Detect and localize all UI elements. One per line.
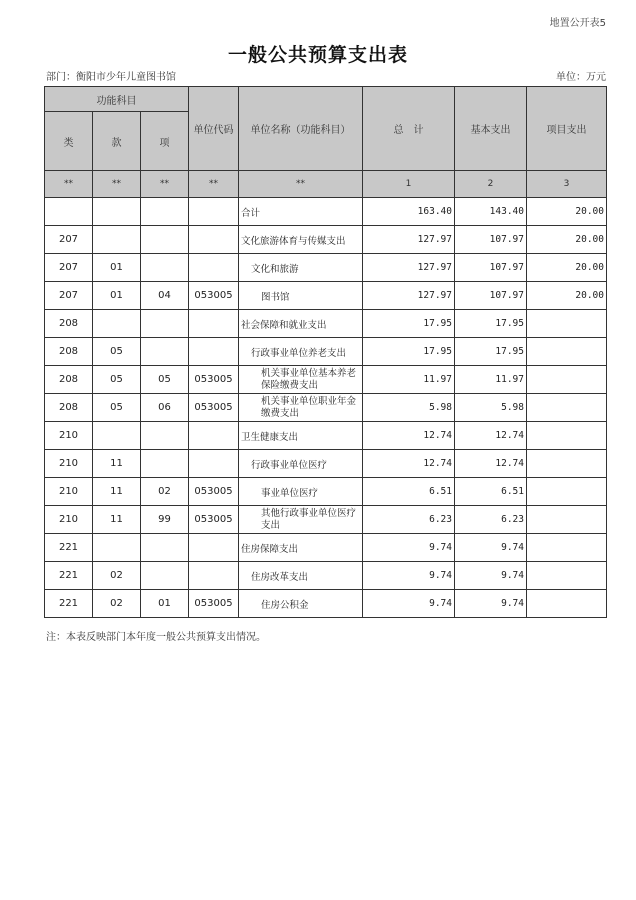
cell-xiang: 05 xyxy=(141,366,189,394)
index-cell: ** xyxy=(45,171,93,198)
cell-project xyxy=(527,534,607,562)
table-row xyxy=(45,310,607,338)
index-cell: 3 xyxy=(527,171,607,198)
cell-basic: 143.40 xyxy=(455,198,527,226)
cell-kuan: 05 xyxy=(93,394,141,422)
cell-project xyxy=(527,394,607,422)
cell-xiang xyxy=(141,562,189,590)
cell-unit-name: 行政事业单位医疗 xyxy=(239,450,363,478)
cell-unit-name: 文化和旅游 xyxy=(239,254,363,282)
cell-kuan: 11 xyxy=(93,450,141,478)
cell-unit-name: 社会保障和就业支出 xyxy=(239,310,363,338)
cell-unit-code xyxy=(189,422,239,450)
cell-lei: 208 xyxy=(45,394,93,422)
cell-unit-code xyxy=(189,562,239,590)
cell-unit-name: 住房公积金 xyxy=(239,590,363,618)
cell-basic: 107.97 xyxy=(455,226,527,254)
index-cell: ** xyxy=(141,171,189,198)
cell-kuan: 01 xyxy=(93,254,141,282)
cell-unit-code: 053005 xyxy=(189,478,239,506)
cell-unit-name: 事业单位医疗 xyxy=(239,478,363,506)
table-row xyxy=(45,562,607,590)
cell-lei: 210 xyxy=(45,506,93,534)
table-row xyxy=(45,338,607,366)
header-xiang: 项 xyxy=(141,112,189,171)
cell-project: 20.00 xyxy=(527,254,607,282)
cell-project xyxy=(527,562,607,590)
cell-project xyxy=(527,590,607,618)
cell-basic: 107.97 xyxy=(455,282,527,310)
cell-project xyxy=(527,422,607,450)
cell-total: 9.74 xyxy=(363,562,455,590)
cell-project xyxy=(527,310,607,338)
cell-kuan: 01 xyxy=(93,282,141,310)
cell-basic: 12.74 xyxy=(455,422,527,450)
budget-expenditure-table xyxy=(44,86,607,618)
cell-total: 12.74 xyxy=(363,422,455,450)
cell-total: 17.95 xyxy=(363,310,455,338)
cell-xiang: 01 xyxy=(141,590,189,618)
cell-kuan: 02 xyxy=(93,590,141,618)
cell-xiang xyxy=(141,534,189,562)
cell-basic: 9.74 xyxy=(455,590,527,618)
cell-xiang xyxy=(141,226,189,254)
header-lei: 类 xyxy=(45,112,93,171)
cell-project xyxy=(527,338,607,366)
cell-xiang: 04 xyxy=(141,282,189,310)
cell-total: 5.98 xyxy=(363,394,455,422)
cell-xiang xyxy=(141,450,189,478)
cell-xiang: 02 xyxy=(141,478,189,506)
cell-unit-code: 053005 xyxy=(189,506,239,534)
cell-lei: 210 xyxy=(45,478,93,506)
cell-kuan: 05 xyxy=(93,366,141,394)
header-func-subject: 功能科目 xyxy=(45,87,189,112)
index-cell: ** xyxy=(239,171,363,198)
table-row xyxy=(45,422,607,450)
table-body xyxy=(45,198,607,618)
cell-total: 6.23 xyxy=(363,506,455,534)
cell-basic: 11.97 xyxy=(455,366,527,394)
cell-unit-code xyxy=(189,254,239,282)
cell-unit-name: 机关事业单位基本养老保险缴费支出 xyxy=(239,366,363,394)
cell-basic: 107.97 xyxy=(455,254,527,282)
table-row xyxy=(45,590,607,618)
cell-total: 11.97 xyxy=(363,366,455,394)
cell-project xyxy=(527,450,607,478)
cell-kuan xyxy=(93,226,141,254)
cell-kuan: 02 xyxy=(93,562,141,590)
cell-lei: 221 xyxy=(45,534,93,562)
cell-xiang: 99 xyxy=(141,506,189,534)
page-title: 一般公共预算支出表 xyxy=(227,44,408,66)
cell-unit-name: 行政事业单位养老支出 xyxy=(239,338,363,366)
cell-kuan xyxy=(93,310,141,338)
cell-unit-code xyxy=(189,310,239,338)
cell-lei xyxy=(45,198,93,226)
cell-lei: 207 xyxy=(45,282,93,310)
cell-unit-code: 053005 xyxy=(189,282,239,310)
cell-total: 9.74 xyxy=(363,590,455,618)
footnote: 注：本表反映部门本年度一般公共预算支出情况。 xyxy=(46,632,266,643)
cell-unit-name: 住房改革支出 xyxy=(239,562,363,590)
cell-unit-name: 机关事业单位职业年金缴费支出 xyxy=(239,394,363,422)
cell-unit-name: 文化旅游体育与传媒支出 xyxy=(239,226,363,254)
cell-xiang: 06 xyxy=(141,394,189,422)
cell-basic: 5.98 xyxy=(455,394,527,422)
header-kuan: 款 xyxy=(93,112,141,171)
cell-total: 127.97 xyxy=(363,226,455,254)
cell-lei: 221 xyxy=(45,590,93,618)
cell-unit-code: 053005 xyxy=(189,590,239,618)
cell-total: 6.51 xyxy=(363,478,455,506)
cell-basic: 9.74 xyxy=(455,562,527,590)
cell-total: 163.40 xyxy=(363,198,455,226)
cell-unit-name: 合计 xyxy=(239,198,363,226)
table-row xyxy=(45,366,607,394)
index-cell: ** xyxy=(189,171,239,198)
cell-xiang xyxy=(141,310,189,338)
cell-basic: 12.74 xyxy=(455,450,527,478)
table-row xyxy=(45,198,607,226)
cell-total: 127.97 xyxy=(363,254,455,282)
cell-lei: 208 xyxy=(45,338,93,366)
cell-unit-code xyxy=(189,198,239,226)
cell-unit-code xyxy=(189,534,239,562)
department-label: 部门：衡阳市少年儿童图书馆 xyxy=(46,72,176,83)
cell-total: 127.97 xyxy=(363,282,455,310)
cell-unit-code xyxy=(189,450,239,478)
table-row xyxy=(45,506,607,534)
table-row xyxy=(45,282,607,310)
cell-lei: 208 xyxy=(45,310,93,338)
index-cell: 1 xyxy=(363,171,455,198)
form-number-label: 地置公开表5 xyxy=(549,18,606,29)
cell-total: 9.74 xyxy=(363,534,455,562)
cell-unit-name: 其他行政事业单位医疗支出 xyxy=(239,506,363,534)
cell-lei: 208 xyxy=(45,366,93,394)
header-unit-name: 单位名称（功能科目） xyxy=(239,87,363,171)
cell-basic: 6.23 xyxy=(455,506,527,534)
header-project: 项目支出 xyxy=(527,87,607,171)
cell-unit-code xyxy=(189,226,239,254)
cell-xiang xyxy=(141,422,189,450)
cell-total: 17.95 xyxy=(363,338,455,366)
header-unit-code: 单位代码 xyxy=(189,87,239,171)
cell-lei: 207 xyxy=(45,254,93,282)
cell-lei: 210 xyxy=(45,422,93,450)
cell-xiang xyxy=(141,198,189,226)
cell-kuan xyxy=(93,422,141,450)
cell-kuan: 05 xyxy=(93,338,141,366)
cell-basic: 17.95 xyxy=(455,310,527,338)
cell-xiang xyxy=(141,254,189,282)
cell-kuan xyxy=(93,534,141,562)
table-row xyxy=(45,394,607,422)
cell-xiang xyxy=(141,338,189,366)
cell-lei: 210 xyxy=(45,450,93,478)
table-row xyxy=(45,478,607,506)
cell-unit-name: 图书馆 xyxy=(239,282,363,310)
table-row xyxy=(45,254,607,282)
cell-kuan xyxy=(93,198,141,226)
cell-project: 20.00 xyxy=(527,282,607,310)
header-total: 总 计 xyxy=(363,87,455,171)
cell-project: 20.00 xyxy=(527,198,607,226)
cell-basic: 17.95 xyxy=(455,338,527,366)
cell-project xyxy=(527,506,607,534)
index-cell: ** xyxy=(93,171,141,198)
cell-lei: 207 xyxy=(45,226,93,254)
table-row xyxy=(45,450,607,478)
index-cell: 2 xyxy=(455,171,527,198)
cell-basic: 6.51 xyxy=(455,478,527,506)
unit-label: 单位：万元 xyxy=(556,72,606,83)
cell-total: 12.74 xyxy=(363,450,455,478)
cell-unit-code xyxy=(189,338,239,366)
cell-project: 20.00 xyxy=(527,226,607,254)
cell-project xyxy=(527,478,607,506)
cell-unit-name: 住房保障支出 xyxy=(239,534,363,562)
table-row xyxy=(45,534,607,562)
cell-lei: 221 xyxy=(45,562,93,590)
cell-project xyxy=(527,366,607,394)
table-row xyxy=(45,226,607,254)
cell-unit-code: 053005 xyxy=(189,366,239,394)
cell-unit-name: 卫生健康支出 xyxy=(239,422,363,450)
cell-kuan: 11 xyxy=(93,506,141,534)
cell-unit-code: 053005 xyxy=(189,394,239,422)
header-basic: 基本支出 xyxy=(455,87,527,171)
cell-kuan: 11 xyxy=(93,478,141,506)
cell-basic: 9.74 xyxy=(455,534,527,562)
